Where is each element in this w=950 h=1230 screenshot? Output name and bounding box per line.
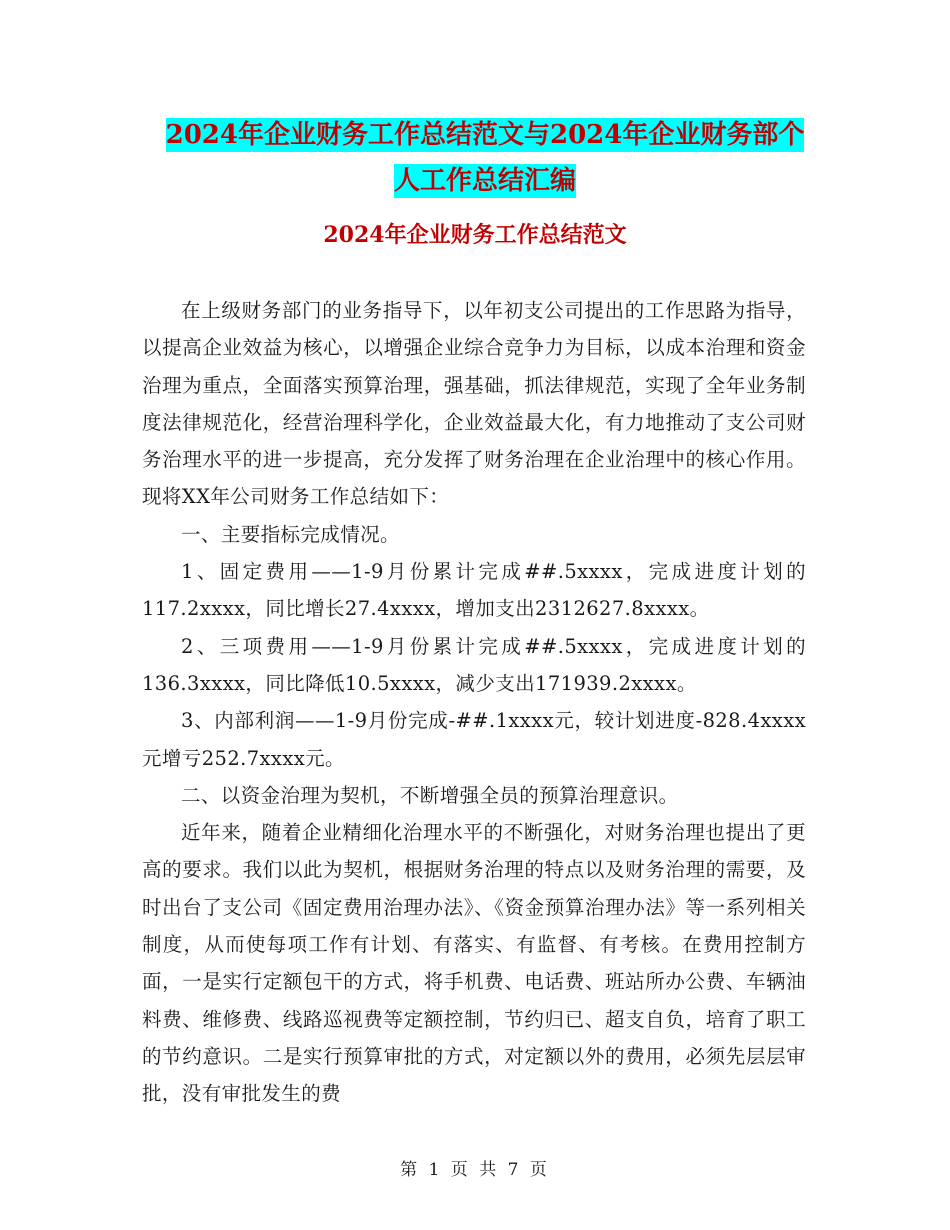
paragraph-item-3: 3、内部利润——1-9月份完成-##.1xxxx元，较计划进度-828.4xxxx元增亏252.7xxxx元。 (142, 709, 806, 770)
document-body (142, 292, 806, 1113)
title-line-2: 人工作总结汇编 (393, 166, 576, 196)
title-line-1: 2024年企业财务工作总结范文与2024年企业财务部个 (165, 120, 805, 150)
paragraph-body: 近年来，随着企业精细化治理水平的不断强化，对财务治理也提出了更高的要求。我们以此为契机，根据财务治理的特点以及财务治理的需要，及时出台了支公司《固定费用治理办法》、《资金预算治理办法》等一系列相关制度，从而使每项工作有计划、有落实、有监督、有考核。在费用控制方面，一是实行定额包干的方式，将手机费、电话费、班站所办公费、车辆油料费、维修费、线路巡视费等定额控制，节约归已、超支自负，培育了职工的节约意识。二是实行预算审批的方式，对定额以外的费用，必须先层层审批，没有审批发生的费 (142, 821, 806, 1106)
section-title: 2024年企业财务工作总结范文 (323, 222, 627, 248)
page-footer: 第 1 页 共 7 页 (400, 1160, 550, 1180)
paragraph-item-1: 1、固定费用——1-9月份累计完成##.5xxxx，完成进度计划的117.2xxxx，同比增长27.4xxxx，增加支出2312627.8xxxx。 (142, 560, 806, 621)
paragraph-heading-1: 一、主要指标完成情况。 (181, 522, 400, 546)
paragraph-heading-2: 二、以资金治理为契机，不断增强全员的预算治理意识。 (181, 783, 679, 807)
document-title (140, 112, 830, 204)
paragraph-intro: 在上级财务部门的业务指导下，以年初支公司提出的工作思路为指导，以提高企业效益为核心，以增强企业综合竞争力为目标，以成本治理和资金治理为重点，全面落实预算治理，强基础，抓法律规范，实现了全年业务制度法律规范化，经营治理科学化，企业效益最大化，有力地推动了支公司财务治理水平的进一步提高，充分发挥了财务治理在企业治理中的核心作用。现将XX年公司财务工作总结如下： (142, 299, 806, 509)
paragraph-item-2: 2、三项费用——1-9月份累计完成##.5xxxx，完成进度计划的136.3xxxx，同比降低10.5xxxx，减少支出171939.2xxxx。 (142, 634, 806, 695)
